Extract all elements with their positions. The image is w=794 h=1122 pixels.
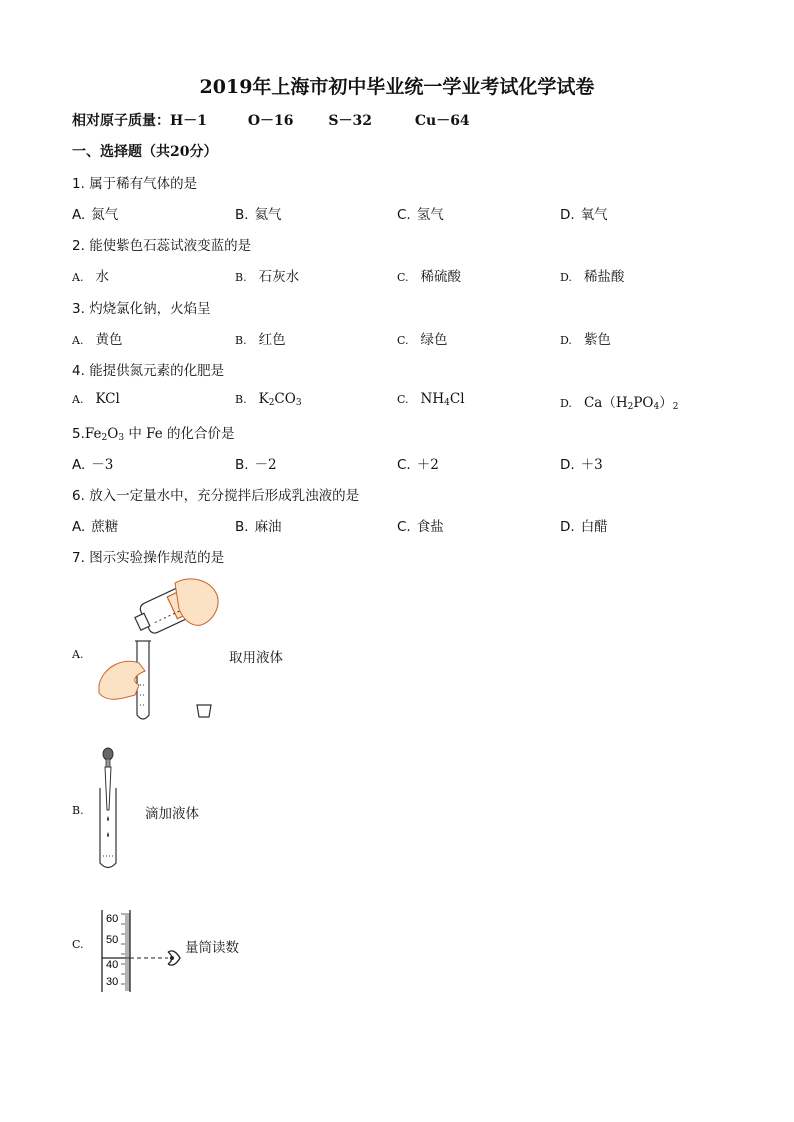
q7-option-c-caption: 量筒读数 xyxy=(185,940,239,956)
q3-option-d[interactable] xyxy=(560,328,611,348)
q1-option-d[interactable] xyxy=(560,203,608,223)
q5-option-d[interactable] xyxy=(560,453,603,473)
droplet-icon xyxy=(107,832,109,837)
option-text: 氧气 xyxy=(580,207,608,223)
option-label: A. xyxy=(72,519,86,535)
question-number: 7. xyxy=(72,550,85,566)
cylinder-tick-label: 50 xyxy=(106,934,119,946)
question-2 xyxy=(72,234,251,254)
option-label: A. xyxy=(72,457,86,473)
q2-option-a[interactable] xyxy=(72,265,109,285)
option-label: A. xyxy=(72,334,84,347)
option-label: B. xyxy=(235,519,249,535)
dropper-figure xyxy=(96,748,126,872)
q4-option-b[interactable] xyxy=(235,391,302,408)
question-6 xyxy=(72,484,359,504)
droplet-icon xyxy=(107,816,109,821)
option-text: $NH_4Cl$ xyxy=(420,391,465,408)
option-label: C. xyxy=(397,271,409,284)
option-text: 石灰水 xyxy=(258,269,300,285)
option-label: D. xyxy=(560,207,575,223)
option-text: 氢气 xyxy=(416,207,444,223)
question-number: 4. xyxy=(72,363,85,379)
option-label: C. xyxy=(397,457,411,473)
q6-option-a[interactable] xyxy=(72,515,118,535)
q6-option-d[interactable] xyxy=(560,515,608,535)
option-label: D. xyxy=(560,519,575,535)
option-text: 红色 xyxy=(258,332,286,348)
q1-option-a[interactable] xyxy=(72,203,118,223)
stopper-icon xyxy=(197,705,211,717)
cylinder-tick-label: 60 xyxy=(106,913,119,925)
question-stem: 放入一定量水中，充分搅拌后形成乳浊液的是 xyxy=(89,488,360,504)
option-text: －3 xyxy=(91,457,114,473)
atomic-masses xyxy=(72,110,470,130)
option-label: D. xyxy=(560,397,572,410)
question-3 xyxy=(72,297,211,317)
option-text: 绿色 xyxy=(420,332,448,348)
atomic-masses-label: 相对原子质量： xyxy=(72,113,170,129)
cylinder-figure xyxy=(96,908,196,994)
q5-option-c[interactable] xyxy=(397,453,439,473)
q2-option-c[interactable] xyxy=(397,265,461,285)
question-stem: 中 Fe 的化合价是 xyxy=(128,426,235,442)
question-number: 5. xyxy=(72,426,85,442)
option-text: 紫色 xyxy=(583,332,611,348)
q7-option-b-label[interactable]: B. xyxy=(72,804,84,817)
option-text: 白醋 xyxy=(580,519,608,535)
q6-option-c[interactable] xyxy=(397,515,444,535)
q1-option-c[interactable] xyxy=(397,203,444,223)
option-text: －2 xyxy=(254,457,277,473)
pouring-liquid-figure xyxy=(95,575,225,725)
q6-option-b[interactable] xyxy=(235,515,282,535)
question-1 xyxy=(72,172,197,192)
option-text: 水 xyxy=(95,269,109,285)
mass-s: S－32 xyxy=(328,113,372,129)
question-stem: 能使紫色石蕊试液变蓝的是 xyxy=(89,238,252,254)
option-label: B. xyxy=(235,207,249,223)
eye-pupil xyxy=(170,956,174,960)
q3-option-a[interactable] xyxy=(72,328,122,348)
option-label: B. xyxy=(235,334,247,347)
q7-option-c-label[interactable]: C. xyxy=(72,938,84,951)
question-7 xyxy=(72,546,224,566)
question-number: 1. xyxy=(72,176,85,192)
option-text: 麻油 xyxy=(254,519,282,535)
question-number: 6. xyxy=(72,488,85,504)
q5-option-a[interactable] xyxy=(72,453,113,473)
option-label: A. xyxy=(72,393,84,406)
question-number: 2. xyxy=(72,238,85,254)
q5-option-b[interactable] xyxy=(235,453,277,473)
question-stem: 能提供氮元素的化肥是 xyxy=(89,363,225,379)
question-stem: 灼烧氯化钠，火焰呈 xyxy=(89,301,211,317)
q4-option-d[interactable] xyxy=(560,391,678,412)
q3-option-b[interactable] xyxy=(235,328,286,348)
option-text: $K_2CO_3$ xyxy=(258,391,302,408)
q3-option-c[interactable] xyxy=(397,328,448,348)
cylinder-tick-label: 40 xyxy=(106,959,119,971)
option-label: B. xyxy=(235,457,249,473)
option-label: C. xyxy=(397,207,411,223)
q1-option-b[interactable] xyxy=(235,203,282,223)
option-label: D. xyxy=(560,334,572,347)
option-text: $Ca(H_2PO_4)_2$ xyxy=(583,395,679,412)
option-text: KCl xyxy=(95,391,120,407)
q7-option-a-caption: 取用液体 xyxy=(229,650,283,666)
cylinder-tick-label: 30 xyxy=(106,976,119,988)
section-heading: 一、选择题（共20分） xyxy=(72,144,218,160)
option-label: C. xyxy=(397,393,409,406)
q4-option-a[interactable] xyxy=(72,391,120,407)
option-label: B. xyxy=(235,271,247,284)
option-label: D. xyxy=(560,271,572,284)
mass-h: H－1 xyxy=(170,113,207,129)
mass-o: O－16 xyxy=(247,113,294,129)
option-text: 氦气 xyxy=(254,207,282,223)
stem-formula: $Fe_2O_3$ xyxy=(84,426,125,443)
option-text: 氮气 xyxy=(91,207,119,223)
question-stem: 图示实验操作规范的是 xyxy=(89,550,225,566)
option-label: A. xyxy=(72,271,84,284)
option-label: B. xyxy=(235,393,247,406)
option-text: 蔗糖 xyxy=(91,519,119,535)
option-label: A. xyxy=(72,207,86,223)
q4-option-c[interactable] xyxy=(397,391,465,408)
page-title: 2019年上海市初中毕业统一学业考试化学试卷 xyxy=(199,76,595,98)
dropper-icon xyxy=(103,748,113,810)
test-tube-icon xyxy=(135,641,151,719)
q2-option-b[interactable] xyxy=(235,265,299,285)
option-text: 食盐 xyxy=(416,519,444,535)
q7-option-b-caption: 滴加液体 xyxy=(145,806,199,822)
option-text: 稀盐酸 xyxy=(583,269,625,285)
option-label: C. xyxy=(397,334,409,347)
option-text: 稀硫酸 xyxy=(420,269,462,285)
option-text: ＋2 xyxy=(416,457,439,473)
question-number: 3. xyxy=(72,301,85,317)
question-4 xyxy=(72,359,224,379)
mass-cu: Cu－64 xyxy=(414,113,470,129)
q2-option-d[interactable] xyxy=(560,265,624,285)
question-5 xyxy=(72,422,235,443)
question-stem: 属于稀有气体的是 xyxy=(89,176,198,192)
q7-option-a-label[interactable]: A. xyxy=(72,648,84,661)
option-text: ＋3 xyxy=(580,457,603,473)
option-label: C. xyxy=(397,519,411,535)
option-label: D. xyxy=(560,457,575,473)
option-text: 黄色 xyxy=(95,332,123,348)
